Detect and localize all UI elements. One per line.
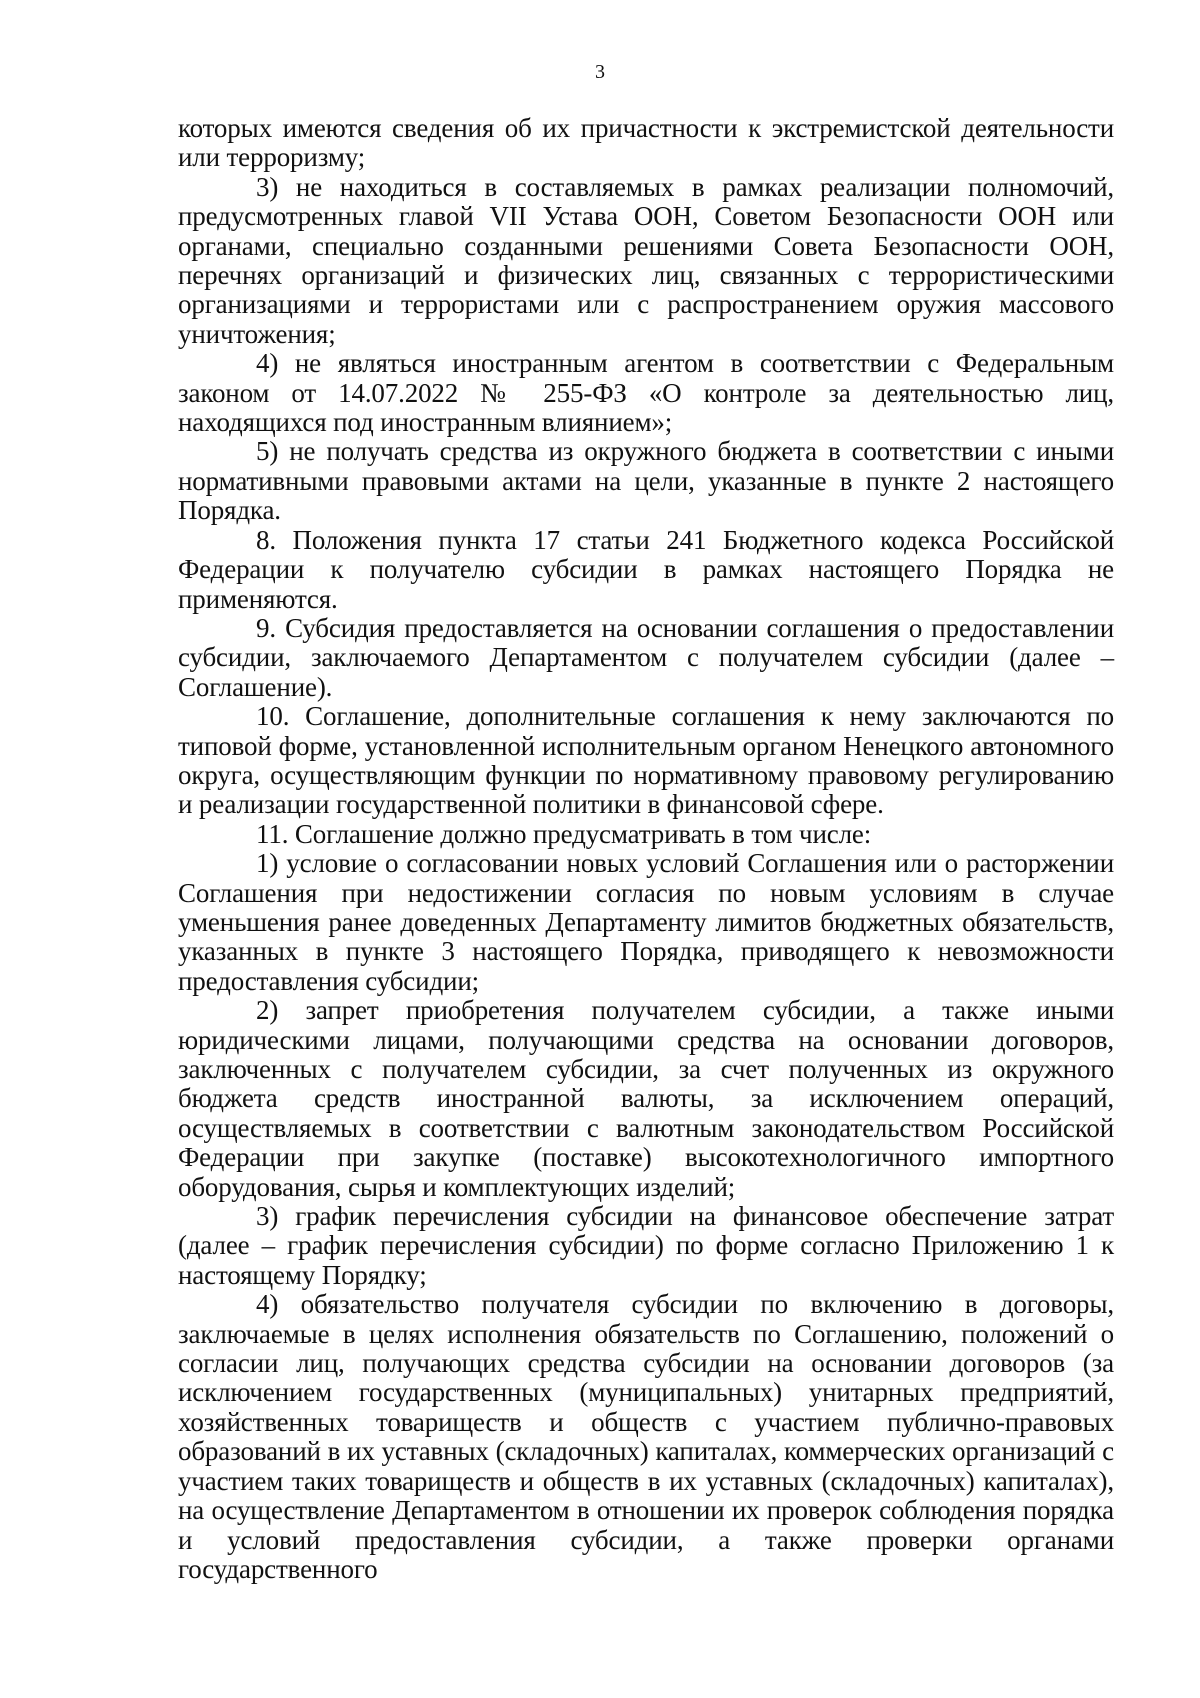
paragraph: 11. Соглашение должно предусматривать в том числе: [256, 818, 872, 849]
paragraph: 3) не находиться в составляемых в рамках реализации полномочий, предусмотренных главой VII Устава ООН, Советом Безопасности ООН или органами, специально созданными решениями Совета Безопасности ООН, перечнях организаций и физических лиц, связанных с террористическими организациями и террористами или с распространением оружия массового уничтожения; [178, 171, 1114, 349]
paragraph: 8. Положения пункта 17 статьи 241 Бюджетного кодекса Российской Федерации к получателю субсидии в рамках настоящего Порядка не применяются. [178, 524, 1114, 614]
paragraph: 4) обязательство получателя субсидии по включению в договоры, заключаемые в целях исполнения обязательств по Соглашению, положений о согласии лиц, получающих средства субсидии на основании договоров (за исключением государственных (муниципальных) унитарных предприятий, хозяйственных товариществ и обществ с участием публично-правовых образований в их уставных (складочных) капиталах, коммерческих организаций с участием таких товариществ и обществ в их уставных (складочных) капиталах), на осуществление Департаментом в отношении их проверок соблюдения порядка и условий предоставления субсидии, а также проверки органами государственного [178, 1289, 1114, 1584]
paragraph: 3) график перечисления субсидии на финансовое обеспечение затрат (далее – график перечисления субсидии) по форме согласно Приложению 1 к настоящему Порядку; [178, 1201, 1114, 1290]
paragraph: 5) не получать средства из окружного бюджета в соответствии с иными нормативными правовыми актами на цели, указанные в пункте 2 настоящего Порядка. [178, 436, 1114, 526]
paragraph: 9. Субсидия предоставляется на основании соглашения о предоставлении субсидии, заключаемого Департаментом с получателем субсидии (далее – Соглашение). [178, 612, 1114, 702]
document-body [178, 114, 1114, 1584]
paragraph: 10. Соглашение, дополнительные соглашения к нему заключаются по типовой форме, установленной исполнительным органом Ненецкого автономного округа, осуществляющим функции по нормативному правовому регулированию и реализации государственной политики в финансовой сфере. [178, 701, 1114, 820]
paragraph: 4) не являться иностранным агентом в соответствии с Федеральным законом от 14.07.2022 № 255-ФЗ «О контроле за деятельностью лиц, находящихся под иностранным влиянием»; [178, 348, 1114, 438]
paragraph: 1) условие о согласовании новых условий Соглашения или о расторжении Соглашения при недостижении согласия по новым условиям в случае уменьшения ранее доведенных Департаменту лимитов бюджетных обязательств, указанных в пункте 3 настоящего Порядка, приводящего к невозможности предоставления субсидии; [178, 848, 1114, 996]
paragraph: которых имеются сведения об их причастности к экстремистской деятельности или терроризму; [178, 113, 1114, 173]
page-number: 3 [595, 61, 605, 83]
paragraph: 2) запрет приобретения получателем субсидии, а также иными юридическими лицами, получающими средства на основании договоров, заключенных с получателем субсидии, за счет полученных из окружного бюджета средств иностранной валюты, за исключением операций, осуществляемых в соответствии с валютным законодательством Российской Федерации при закупке (поставке) высокотехнологичного импортного оборудования, сырья и комплектующих изделий; [178, 995, 1114, 1202]
